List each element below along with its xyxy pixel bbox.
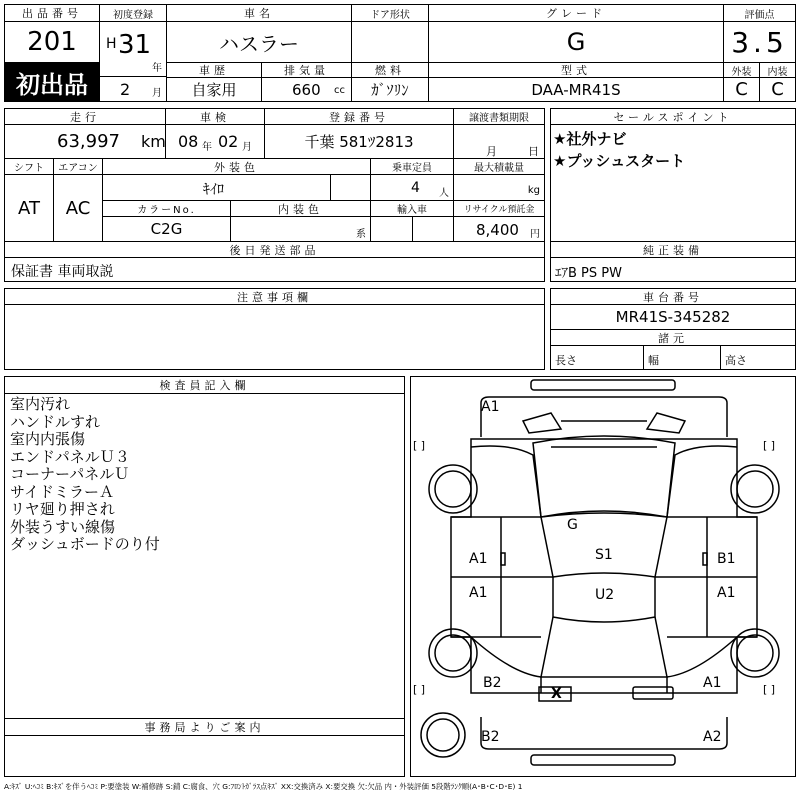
- mark-left-rear-quarter: B2: [483, 675, 502, 691]
- mark-rear-glass: U2: [595, 587, 615, 603]
- inspector-line-2: ハンドルすれ: [10, 412, 101, 431]
- inspector-line-4: エンドパネルＵ３: [10, 447, 130, 466]
- score-value: 3.5: [723, 21, 796, 63]
- grade-value: G: [428, 21, 724, 63]
- color-no-label: カラーNo.: [102, 200, 231, 217]
- exterior-rating-value: C: [723, 77, 760, 102]
- inspection-value: 08 年 02 月: [165, 124, 265, 159]
- displacement-value: 660 cc: [261, 77, 352, 102]
- lot-number-value: 201: [4, 21, 100, 63]
- interior-rating-value: C: [759, 77, 796, 102]
- shift-value: AT: [4, 174, 54, 242]
- first-registration-month: 2 月: [99, 76, 167, 102]
- exterior-color-label: 外装色: [102, 158, 371, 175]
- import-label: 輸入車: [370, 200, 454, 217]
- dims-label: 諸元: [550, 329, 796, 346]
- mark-left-rear-door: A1: [469, 585, 488, 601]
- ac-label: エアコン: [53, 158, 103, 175]
- mark-right-front-door: B1: [717, 551, 736, 567]
- office-box: [4, 735, 405, 777]
- inspector-line-9: ダッシュボードのり付: [10, 535, 160, 553]
- later-parts-value: 保証書 車両取説: [11, 264, 114, 280]
- exterior-rating-label: 外装: [723, 62, 760, 78]
- inspector-line-5: コーナーパネルＵ: [10, 465, 130, 483]
- width-cell: [643, 345, 721, 370]
- mark-hood: G: [567, 517, 578, 533]
- inspector-line-8: 外装うすい線傷: [10, 517, 116, 536]
- inspector-line-3: 室内内張傷: [10, 430, 86, 448]
- later-parts-cell: [4, 257, 545, 282]
- exterior-color-extra: [330, 174, 371, 201]
- first-registration-label: 初度登録: [99, 4, 167, 22]
- mileage-value: 63,997 km: [4, 124, 166, 159]
- ac-value: AC: [53, 174, 103, 242]
- lot-number-label: 出品番号: [4, 4, 100, 22]
- displacement-label: 排気量: [261, 62, 352, 78]
- equipment-label: 純正装備: [550, 241, 796, 258]
- equipment-cell: [550, 257, 796, 282]
- mark-rear-bumper-right: A2: [703, 729, 722, 745]
- recycle-fee-label: リサイクル預託金: [453, 200, 545, 217]
- inspector-label: 検査員記入欄: [4, 376, 405, 394]
- mark-right-rear-lamp: [ ]: [763, 683, 776, 696]
- door-label: ドア形状: [351, 4, 429, 22]
- shift-label: シフト: [4, 158, 54, 175]
- interior-color-label: 内装色: [230, 200, 371, 217]
- height-label: 高さ: [725, 354, 747, 367]
- car-outline-icon: [411, 377, 797, 778]
- transfer-docs-value: 月 日: [453, 124, 545, 159]
- fuel-value: ｶﾞｿﾘﾝ: [351, 77, 429, 102]
- transfer-docs-label: 譲渡書類期限: [453, 108, 545, 125]
- max-load-value: kg: [453, 174, 545, 201]
- mark-front: A1: [481, 399, 500, 415]
- inspection-label: 車検: [165, 108, 265, 125]
- model-label: 車名: [166, 4, 352, 22]
- height-cell: [720, 345, 796, 370]
- color-no-value: C2G: [102, 216, 231, 242]
- sales-points-label: セールスポイント: [550, 108, 796, 125]
- capacity-value: 4 人: [370, 174, 454, 201]
- type-value: DAA-MR41S: [428, 77, 724, 102]
- sales-points-box: [550, 124, 796, 242]
- type-label: 型式: [428, 62, 724, 78]
- exterior-color-cell: [102, 174, 331, 201]
- inspector-line-1: 室内汚れ: [10, 395, 71, 413]
- mark-left-mirror: [ ]: [413, 439, 426, 452]
- history-value: 自家用: [166, 77, 262, 102]
- first-registration-year: H 31 年: [99, 21, 167, 77]
- mark-left-front-door: A1: [469, 551, 488, 567]
- score-label: 評価点: [723, 4, 796, 22]
- legend-text: A:ｷｽﾞ U:ﾍｺﾐ B:ｷｽﾞを伴うﾍｺﾐ P:要塗装 W:補修跡 S:錆 C:腐食、穴 G:ﾌﾛﾝﾄｶﾞﾗｽ点ｷｽﾞ XX:交換済み X:要交換 欠:欠品 内・外装評価 5段階ﾗﾝｸ順(A･B･C･D･E) 1: [4, 782, 523, 791]
- model-value: ハスラー: [166, 21, 352, 63]
- plate-label: 登録番号: [264, 108, 454, 125]
- car-diagram: [410, 376, 796, 777]
- chassis-value: MR41S-345282: [550, 304, 796, 330]
- interior-color-value: 系: [230, 216, 371, 242]
- length-cell: [550, 345, 644, 370]
- import-value-right: [412, 216, 454, 242]
- mark-rear-bumper-left: B2: [481, 729, 500, 745]
- sales-point-1: ★社外ナビ: [553, 130, 627, 148]
- grade-label: グレード: [428, 4, 724, 22]
- recycle-fee-value: 8,400 円: [453, 216, 545, 242]
- mark-right-mirror: [ ]: [763, 439, 776, 452]
- plate-value: 千葉 581ﾂ2813: [264, 124, 454, 159]
- fuel-label: 燃料: [351, 62, 429, 78]
- first-listing-badge: 初出品: [4, 62, 100, 102]
- max-load-label: 最大積載量: [453, 158, 545, 175]
- sales-point-2: ★プッシュスタート: [553, 152, 686, 170]
- length-label: 長さ: [555, 354, 577, 367]
- notes-box: [4, 304, 545, 370]
- door-value: [351, 21, 429, 63]
- mark-right-rear-quarter: A1: [703, 675, 722, 691]
- later-parts-label: 後日発送部品: [4, 241, 545, 258]
- notes-label: 注意事項欄: [4, 288, 545, 305]
- width-label: 幅: [648, 354, 659, 367]
- interior-rating-label: 内装: [759, 62, 796, 78]
- capacity-label: 乗車定員: [370, 158, 454, 175]
- mark-roof: S1: [595, 547, 613, 563]
- inspector-box: [4, 393, 405, 719]
- mark-left-rear-lamp: [ ]: [413, 683, 426, 696]
- mileage-label: 走行: [4, 108, 166, 125]
- mark-right-rear-door: A1: [717, 585, 736, 601]
- chassis-label: 車台番号: [550, 288, 796, 305]
- equipment-value: ｴｱB PS PW: [555, 266, 622, 281]
- office-label: 事務局よりご案内: [4, 718, 405, 736]
- exterior-color-value: ｷｲﾛ: [203, 182, 224, 198]
- inspector-line-6: サイドミラーＡ: [10, 482, 114, 501]
- inspector-line-7: リヤ廻り押され: [10, 500, 115, 518]
- import-value-left: [370, 216, 413, 242]
- history-label: 車歴: [166, 62, 262, 78]
- mark-rear-plate: X: [551, 686, 562, 702]
